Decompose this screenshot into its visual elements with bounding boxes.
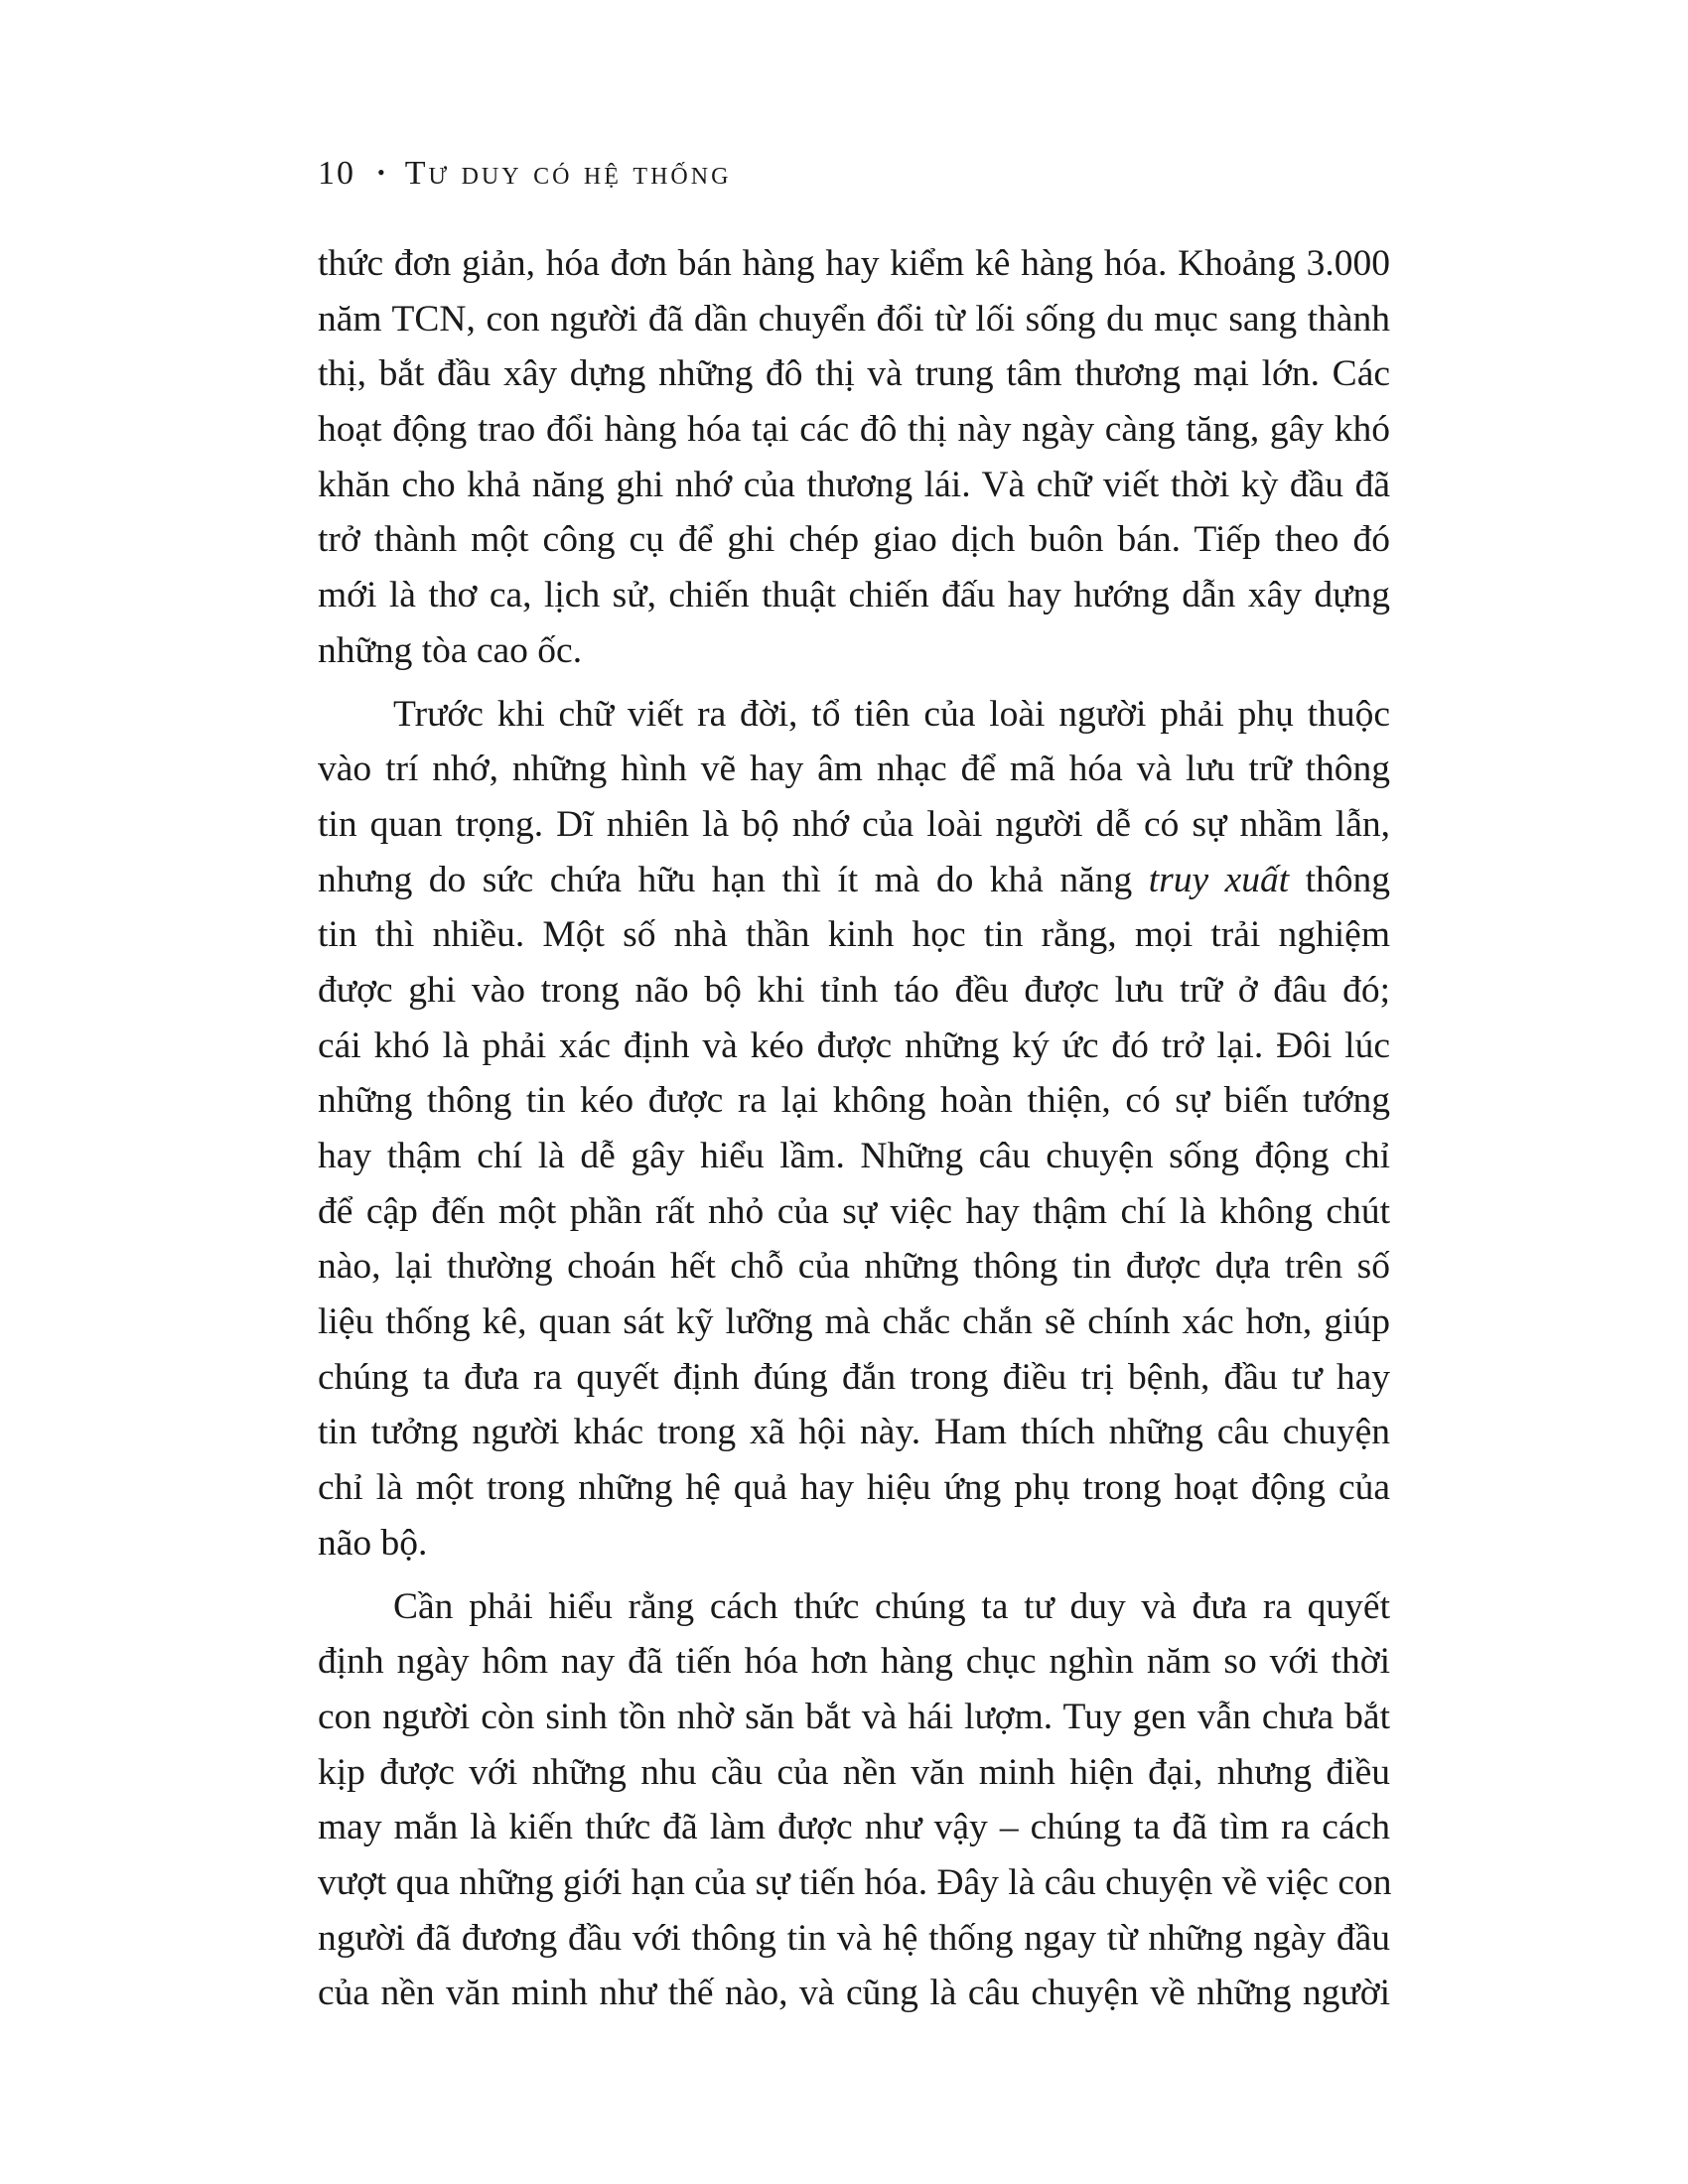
text-line: may mắn là kiến thức đã làm được như vậy – chúng ta đã tìm ra cách <box>318 1807 1390 1848</box>
text-line: trở thành một công cụ để ghi chép giao dịch buôn bán. Tiếp theo đó <box>318 519 1390 561</box>
text-line: tin quan trọng. Dĩ nhiên là bộ nhớ của loài người dễ có sự nhầm lẫn, <box>318 803 1390 845</box>
text-line: cái khó là phải xác định và kéo được những ký ức đó trở lại. Đôi lúc <box>318 1024 1390 1066</box>
text-line-with-italic <box>318 853 1390 908</box>
text-line: Trước khi chữ viết ra đời, tổ tiên của loài người phải phụ thuộc <box>393 693 1390 735</box>
body-text <box>318 236 1390 2021</box>
page-number: 10 <box>318 155 355 192</box>
line-text-after: thông <box>1289 859 1390 900</box>
paragraph-3 <box>318 1579 1390 2022</box>
paragraph-gap <box>318 1571 1390 1579</box>
text-line: thị, bắt đầu xây dựng những đô thị và trung tâm thương mại lớn. Các <box>318 353 1390 395</box>
book-title: Tư duy có hệ thống <box>404 155 732 192</box>
text-line: kịp được với những nhu cầu của nền văn minh hiện đại, nhưng điều <box>318 1751 1390 1793</box>
text-line: chúng ta đưa ra quyết định đúng đắn trong điều trị bệnh, đầu tư hay <box>318 1356 1390 1398</box>
text-line: liệu thống kê, quan sát kỹ lưỡng mà chắc chắn sẽ chính xác hơn, giúp <box>318 1301 1390 1343</box>
text-line: chỉ là một trong những hệ quả hay hiệu ứng phụ trong hoạt động của <box>318 1467 1390 1509</box>
text-line: những thông tin kéo được ra lại không hoàn thiện, có sự biến tướng <box>318 1080 1390 1122</box>
text-line: mới là thơ ca, lịch sử, chiến thuật chiến đấu hay hướng dẫn xây dựng <box>318 575 1390 616</box>
text-line: được ghi vào trong não bộ khi tỉnh táo đều được lưu trữ ở đâu đó; <box>318 969 1390 1011</box>
text-line: con người còn sinh tồn nhờ săn bắt và hái lượm. Tuy gen vẫn chưa bắt <box>318 1696 1390 1737</box>
text-line: người đã đương đầu với thông tin và hệ thống ngay từ những ngày đầu <box>318 1917 1390 1959</box>
text-line: hoạt động trao đổi hàng hóa tại các đô thị này ngày càng tăng, gây khó <box>318 409 1390 451</box>
text-line: hay thậm chí là dễ gây hiểu lầm. Những câu chuyện sống động chỉ <box>318 1136 1390 1176</box>
text-line: não bộ. <box>318 1522 428 1564</box>
text-line: để cập đến một phần rất nhỏ của sự việc hay thậm chí là không chút <box>318 1190 1390 1232</box>
line-text-before: nhưng do sức chứa hữu hạn thì ít mà do khả năng <box>318 859 1149 900</box>
running-head <box>318 153 731 194</box>
text-line: những tòa cao ốc. <box>318 629 583 671</box>
text-line: tin tưởng người khác trong xã hội này. Ham thích những câu chuyện <box>318 1412 1390 1453</box>
text-line: Cần phải hiểu rằng cách thức chúng ta tư duy và đưa ra quyết <box>393 1585 1390 1627</box>
paragraph-2 <box>318 687 1390 1571</box>
header-separator: • <box>377 160 387 185</box>
text-line: khăn cho khả năng ghi nhớ của thương lái. Và chữ viết thời kỳ đầu đã <box>318 464 1390 505</box>
text-line: vào trí nhớ, những hình vẽ hay âm nhạc để mã hóa và lưu trữ thông <box>318 749 1390 790</box>
text-line: định ngày hôm nay đã tiến hóa hơn hàng chục nghìn năm so với thời <box>318 1641 1390 1683</box>
paragraph-1 <box>318 236 1390 679</box>
text-line: năm TCN, con người đã dần chuyển đổi từ lối sống du mục sang thành <box>318 298 1390 340</box>
text-line: nào, lại thường choán hết chỗ của những thông tin được dựa trên số <box>318 1246 1390 1288</box>
text-line: vượt qua những giới hạn của sự tiến hóa. Đây là câu chuyện về việc con <box>318 1861 1392 1903</box>
text-line: thức đơn giản, hóa đơn bán hàng hay kiểm kê hàng hóa. Khoảng 3.000 <box>318 243 1390 284</box>
text-line: của nền văn minh như thế nào, và cũng là câu chuyện về những người <box>318 1973 1390 2014</box>
paragraph-gap <box>318 679 1390 687</box>
text-line: tin thì nhiều. Một số nhà thần kinh học tin rằng, mọi trải nghiệm <box>318 914 1390 956</box>
italic-term: truy xuất <box>1148 859 1290 900</box>
